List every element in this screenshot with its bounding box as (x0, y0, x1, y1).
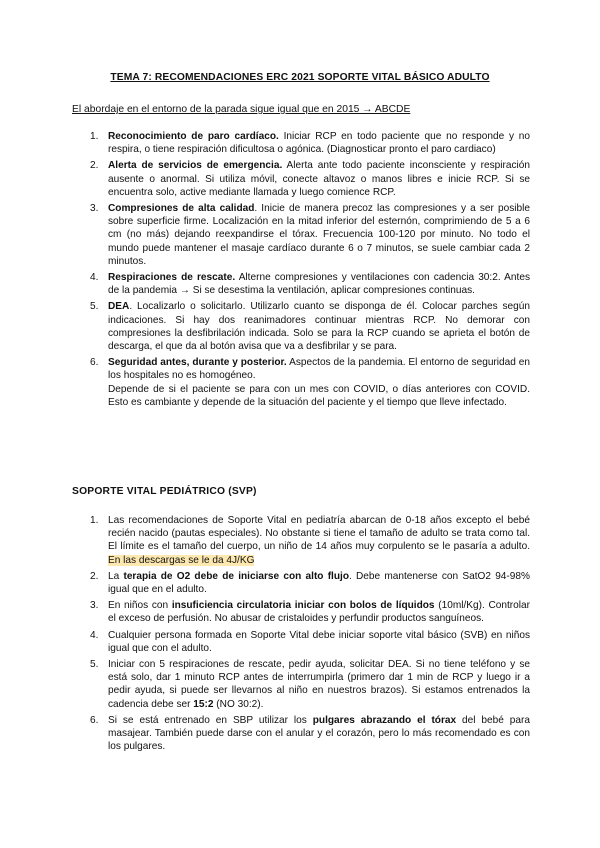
list-item: 1. Reconocimiento de paro cardíaco. Iniciar RCP en todo paciente que no responde y no respira, o tiene respiración dificultosa o agónica. (Diagnosticar pronto el paro cardiaco) (90, 131, 530, 156)
list-item: 4. Respiraciones de rescate. Alterne compresiones y ventilaciones con cadencia 30:2. Antes de la pandemia → Si se desestima la ventilación, aplicar compresiones continuas. (90, 272, 530, 297)
list-item: 5. Iniciar con 5 respiraciones de rescate, pedir ayuda, solicitar DEA. Si no tiene teléfono y se está solo, dar 1 minuto RCP antes de interrumpirla (primero dar 1 min de RCP y luego ir a pedir ayuda, si puede ser llevarnos al niño en nuestros brazos). Si estamos entrenados la cadencia debe ser 15:2 (NO 30:2). (90, 659, 530, 710)
list-item: 4. Cualquier persona formada en Soporte Vital debe iniciar soporte vital básico (SVB) en niños igual que con el adulto. (90, 629, 530, 654)
pediatric-list (72, 514, 530, 756)
list-item: 6. Seguridad antes, durante y posterior. Aspectos de la pandemia. El entorno de seguridad en los hospitales no es homogéneo. Depende de si el paciente se para con un mes con COVID, o días anteriores con COVID. Esto es cambiante y depende de la situación del paciente y el tiempo que lleve infectado. (90, 357, 531, 408)
list-item: 2. La terapia de O2 debe de iniciarse con alto flujo. Debe mantenerse con SatO2 94-98% igual que en el adulto. (90, 570, 530, 596)
list-item: 2. Alerta de servicios de emergencia. Alerta ante todo paciente inconsciente y respiración ausente o anormal. Si utiliza móvil, conecte altavoz o manos libres e inicie RCP. Si se encuentra solo, active mediante llamada y luego comience RCP. (90, 160, 530, 198)
section-heading: SOPORTE VITAL PEDIÁTRICO (SVP) (72, 486, 257, 497)
intro-line: El abordaje en el entorno de la parada sigue igual que en 2015 → ABCDE (72, 104, 411, 115)
adult-list (72, 130, 530, 412)
highlighted-text: En las descargas se le da 4J/KG (108, 554, 255, 566)
list-item: 5. DEA. Localizarlo o solicitarlo. Utilizarlo cuanto se disponga de él. Colocar parches según indicaciones. Si hay dos reanimadores continuar mientras RCP. No demorar con compresiones la desfibrilación indicada. Solo se para la RCP cuando se aprieta el botón de descarga, el que da al botón avisa que va a desfibrilar y se para. (90, 301, 530, 353)
list-item: 3. En niños con insuficiencia circulatoria iniciar con bolos de líquidos (10ml/Kg). Controlar el exceso de perfusión. No abusar de cristaloides y perfundir productos sanguíneos. (90, 600, 530, 625)
list-item: 3. Compresiones de alta calidad. Inicie de manera precoz las compresiones y a ser posible sobre superficie firme. Localización en la mitad inferior del esternón, comprimiendo de 5 a 6 cm (no más) dejando reexpandirse el tórax. Frecuencia 100-120 por minuto. No todo el mundo puede mantener el masaje cardíaco durante 6 o 7 minutos, se suele cambiar cada 2 minutos. (90, 203, 530, 267)
list-item: 6. Si se está entrenado en SBP utilizar los pulgares abrazando el tórax del bebé para masajear. También puede darse con el anular y el corazón, pero lo más recomendado es con los pulgares. (90, 714, 530, 753)
page-title: TEMA 7: RECOMENDACIONES ERC 2021 SOPORTE VITAL BÁSICO ADULTO (110, 72, 490, 83)
list-item: 1. Las recomendaciones de Soporte Vital en pediatría abarcan de 0-18 años excepto el bebé recién nacido (pautas especiales). No obstante si tiene el tamaño de adulto se trata como tal. El límite es el tamaño del cuerpo, un niño de 14 años muy corpulento se le pasaría a adulto. En las descargas se le da 4J/KG (90, 515, 530, 566)
